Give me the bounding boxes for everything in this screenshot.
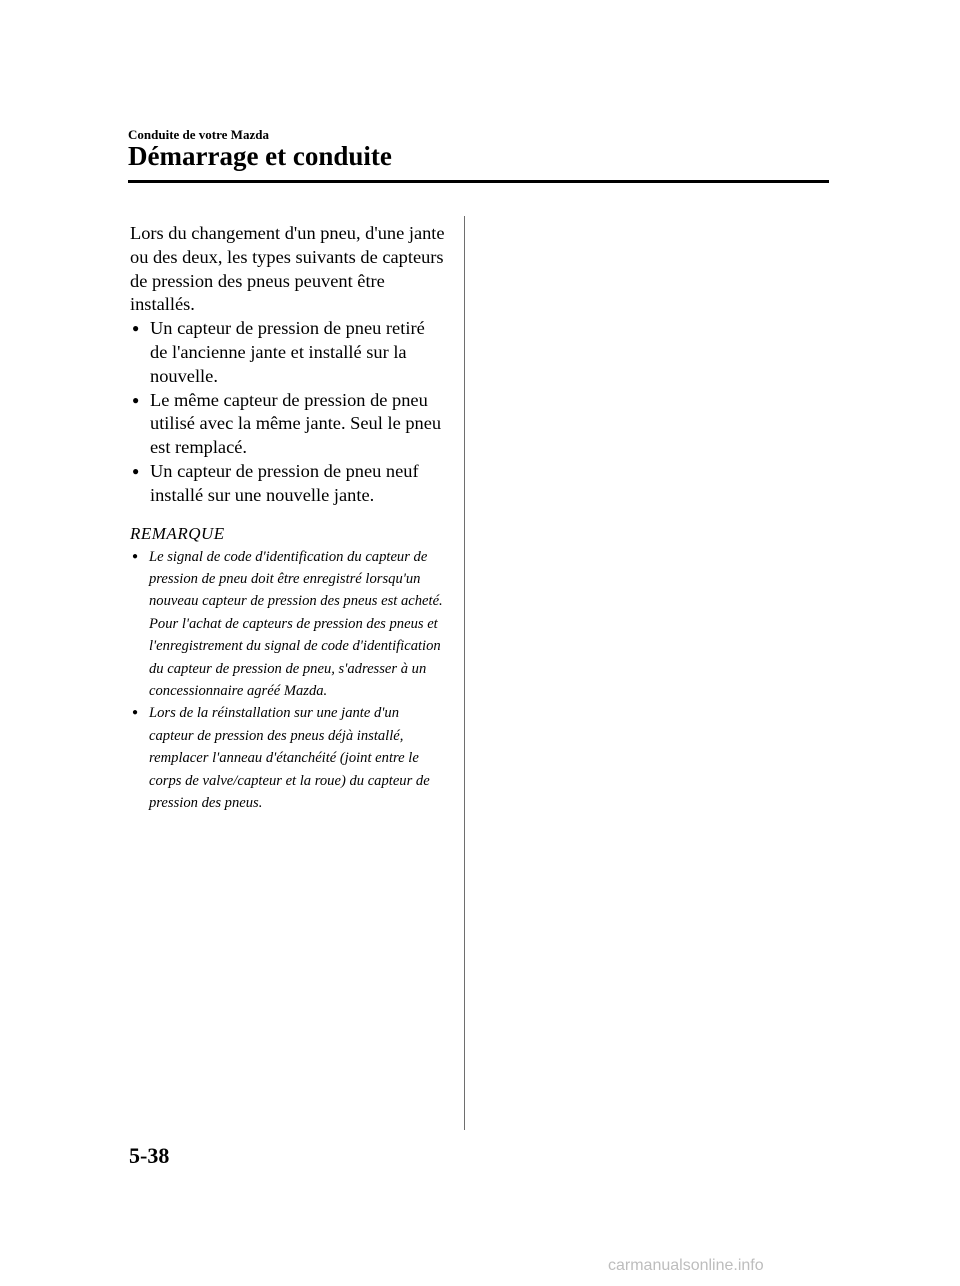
bullet-text: Un capteur de pression de pneu neuf installé sur une nouvelle jante.	[150, 460, 419, 505]
watermark: carmanualsonline.info	[608, 1257, 764, 1274]
bullet-icon: ●	[132, 392, 140, 407]
bullet-item	[130, 460, 445, 508]
note-item	[130, 546, 445, 703]
bullet-text: Le même capteur de pression de pneu utilisé avec la même jante. Seul le pneu est remplacé.	[150, 389, 442, 458]
column-divider	[464, 216, 465, 1130]
bullet-icon: ●	[132, 463, 140, 478]
bullet-list	[130, 317, 445, 507]
section-label: Conduite de votre Mazda	[128, 127, 269, 142]
note-text: Le signal de code d'identification du capteur de pression de pneu doit être enregistré lorsqu'un nouveau capteur de pression des pneus est acheté. Pour l'achat de capteurs de pression des pneus et l'enregistrement du signal de code d'identification du capteur de pression de pneu, s'adresser à un concessionnaire agréé Mazda.	[149, 548, 443, 699]
note-item	[130, 702, 445, 814]
bullet-icon: ●	[132, 550, 139, 562]
note-list	[130, 546, 445, 815]
note-heading: REMARQUE	[130, 523, 225, 543]
bullet-item	[130, 389, 445, 460]
bullet-icon: ●	[132, 707, 139, 719]
intro-paragraph: Lors du changement d'un pneu, d'une jante ou des deux, les types suivants de capteurs de pression des pneus peuvent être installés.	[130, 223, 445, 315]
page-number: 5-38	[129, 1143, 170, 1168]
bullet-icon: ●	[132, 321, 140, 336]
header-rule	[128, 180, 829, 183]
bullet-item	[130, 317, 445, 388]
note-text: Lors de la réinstallation sur une jante d'un capteur de pression des pneus déjà installé, remplacer l'anneau d'étanchéité (joint entre le corps de valve/capteur et la roue) du capteur de pression des pneus.	[149, 705, 430, 812]
chapter-title: Démarrage et conduite	[128, 141, 392, 171]
left-column	[130, 222, 445, 814]
bullet-text: Un capteur de pression de pneu retiré de l'ancienne jante et installé sur la nouvelle.	[150, 318, 425, 386]
